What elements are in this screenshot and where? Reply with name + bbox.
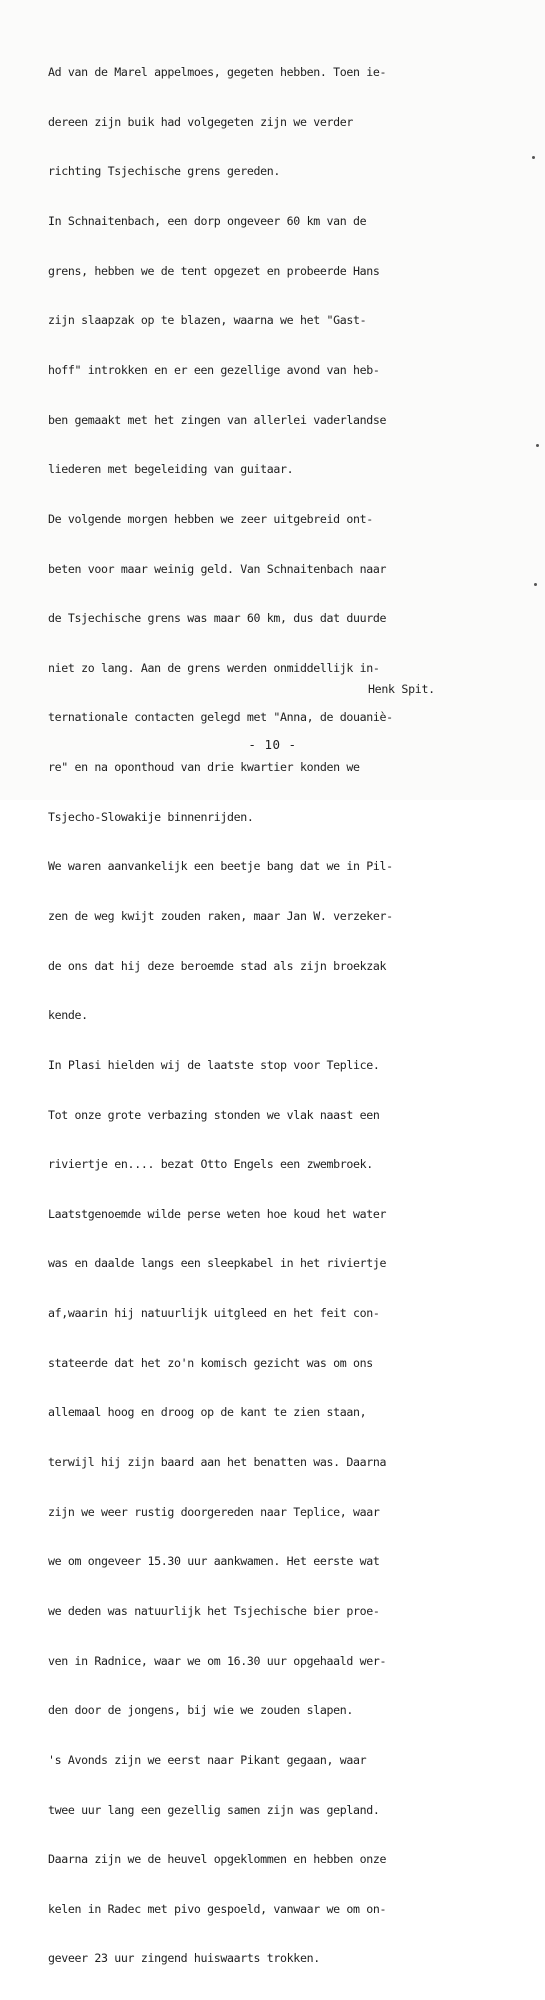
text-line: ternationale contacten gelegd met "Anna, de douaniè-	[48, 710, 393, 725]
text-line: we deden was natuurlijk het Tsjechische bier proe-	[48, 1603, 380, 1618]
text-line: de ons dat hij deze beroemde stad als zijn broekzak	[48, 958, 387, 973]
text-line: stateerde dat het zo'n komisch gezicht was om ons	[48, 1355, 373, 1370]
author-signature: Henk Spit.	[368, 682, 435, 696]
text-line: riviertje en.... bezat Otto Engels een zwembroek.	[48, 1157, 373, 1172]
text-line: de Tsjechische grens was maar 60 km, dus dat duurde	[48, 611, 387, 626]
text-line: zijn slaapzak op te blazen, waarna we het "Gast-	[48, 313, 367, 328]
text-line: De volgende morgen hebben we zeer uitgebreid ont-	[48, 511, 373, 526]
text-line: Tsjecho-Slowakije binnenrijden.	[48, 809, 254, 824]
text-line: geveer 23 uur zingend huiswaarts trokken.	[48, 1951, 320, 1966]
page-number: - 10 -	[248, 737, 297, 752]
text-line: ben gemaakt met het zingen van allerlei vaderlandse	[48, 412, 387, 427]
text-line: niet zo lang. Aan de grens werden onmiddellijk in-	[48, 660, 380, 675]
text-line: zen de weg kwijt zouden raken, maar Jan W. verzeker-	[48, 908, 393, 923]
article-body	[48, 31, 488, 2000]
text-line: was en daalde langs een sleepkabel in het riviertje	[48, 1256, 387, 1271]
text-line: Daarna zijn we de heuvel opgeklommen en hebben onze	[48, 1852, 387, 1867]
text-line: allemaal hoog en droog op de kant te zien staan,	[48, 1405, 367, 1420]
text-line: 's Avonds zijn we eerst naar Pikant gegaan, waar	[48, 1752, 367, 1767]
text-line: dereen zijn buik had volgegeten zijn we verder	[48, 114, 353, 129]
text-line: Tot onze grote verbazing stonden we vlak naast een	[48, 1107, 380, 1122]
text-line: beten voor maar weinig geld. Van Schnaitenbach naar	[48, 561, 387, 576]
text-line: kelen in Radec met pivo gespoeld, vanwaar we om on-	[48, 1901, 387, 1916]
text-line: hoff" introkken en er een gezellige avond van heb-	[48, 362, 380, 377]
scan-speck	[534, 583, 537, 586]
text-line: liederen met begeleiding van guitaar.	[48, 462, 294, 477]
text-line: Ad van de Marel appelmoes, gegeten hebben. Toen ie-	[48, 65, 387, 80]
text-line: we om ongeveer 15.30 uur aankwamen. Het eerste wat	[48, 1554, 380, 1569]
scan-speck	[532, 156, 535, 159]
text-line: den door de jongens, bij wie we zouden slapen.	[48, 1703, 353, 1718]
text-line: We waren aanvankelijk een beetje bang dat we in Pil-	[48, 859, 393, 874]
text-line: af,waarin hij natuurlijk uitgleed en het feit con-	[48, 1306, 380, 1321]
text-line: In Schnaitenbach, een dorp ongeveer 60 km van de	[48, 214, 367, 229]
text-line: terwijl hij zijn baard aan het benatten was. Daarna	[48, 1455, 387, 1470]
scan-speck	[536, 444, 539, 447]
text-line: twee uur lang een gezellig samen zijn was gepland.	[48, 1802, 380, 1817]
text-line: grens, hebben we de tent opgezet en probeerde Hans	[48, 263, 380, 278]
text-line: richting Tsjechische grens gereden.	[48, 164, 281, 179]
text-line: ven in Radnice, waar we om 16.30 uur opgehaald wer-	[48, 1653, 387, 1668]
text-line: re" en na oponthoud van drie kwartier konden we	[48, 760, 360, 775]
text-line: Laatstgenoemde wilde perse weten hoe koud het water	[48, 1206, 387, 1221]
text-line: In Plasi hielden wij de laatste stop voor Teplice.	[48, 1057, 380, 1072]
text-line: kende.	[48, 1008, 88, 1023]
text-line: zijn we weer rustig doorgereden naar Teplice, waar	[48, 1504, 380, 1519]
